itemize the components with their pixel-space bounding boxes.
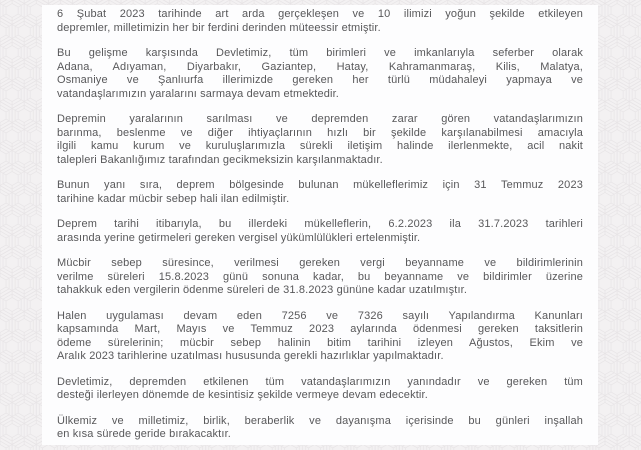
text-line: tarihine kadar mücbir sebep hali ilan edilmiştir. <box>57 192 290 205</box>
text-line: kapsamında Mart, Mayıs ve Temmuz 2023 aylarında ödenmesi gereken taksitlerin <box>57 323 583 335</box>
text-line: Deprem tarihi itibarıyla, bu illerdeki mükelleflerin, 6.2.2023 ila 31.7.2023 tarihleri <box>57 218 583 230</box>
text-line: Aralık 2023 tarihlerine uzatılması hususunda gerekli hazırlıklar yapılmaktadır. <box>57 350 444 362</box>
paragraph-2 <box>57 47 583 101</box>
text-line: Osmaniye ve Şanlıurfa illerimizde gereken her türlü müdahaleyi yapmaya ve <box>57 74 583 86</box>
text-line: 6 Şubat 2023 tarihinde art arda gerçekleşen ve 10 ilimizi yoğun şekilde etkileyen <box>57 8 583 20</box>
paragraph-8 <box>57 376 583 403</box>
text-line: Adana, Adıyaman, Diyarbakır, Gaziantep, Hatay, Kahramanmaraş, Kilis, Malatya, <box>57 60 583 73</box>
text-line: ödeme sürelerinin; mücbir sebep halinin bitim tarihini izleyen Ağustos, Ekim ve <box>57 336 583 349</box>
text-line: Bu gelişme karşısında Devletimiz, tüm birimleri ve imkanlarıyla seferber olarak <box>57 47 583 59</box>
text-line: tahakkuk eden vergilerin ödenme süreleri de 31.8.2023 gününe kadar uzatılmıştır. <box>57 284 468 296</box>
text-line: vatandaşlarımızın yaralarını sarmaya devam etmektedir. <box>57 87 339 100</box>
text-line: depremler, milletimizin her bir ferdini derinden müteessir etmiştir. <box>57 21 381 34</box>
paragraph-7 <box>57 310 583 364</box>
text-line: Ülkemiz ve milletimiz, birlik, beraberlik ve dayanışma içerisinde bu günleri inşallah <box>57 414 583 427</box>
text-line: ilgili kamu kurum ve kuruluşlarımızla sürekli iletişim halinde ilerlenmekte, acil nakit <box>57 140 583 152</box>
announcement-panel <box>42 5 598 445</box>
text-line: Halen uygulaması devam eden 7256 ve 7326 sayılı Yapılandırma Kanunları <box>57 309 583 322</box>
paragraph-6 <box>57 257 583 298</box>
text-line: Mücbir sebep süresince, verilmesi gereken vergi beyanname ve bildirimlerinin <box>57 257 583 269</box>
paragraph-4 <box>57 179 583 206</box>
text-line: Depremin yaralarının sarılması ve depremden zarar gören vatandaşlarımızın <box>57 113 583 125</box>
text-line: Devletimiz, depremden etkilenen tüm vatandaşlarımızın yanındadır ve gereken tüm <box>57 375 583 388</box>
announcement-text <box>57 8 583 442</box>
text-line: desteği ilerleyen dönemde de kesintisiz şekilde vermeye devam edecektir. <box>57 389 428 401</box>
text-line: en kısa sürede geride bırakacaktır. <box>57 428 232 440</box>
paragraph-5 <box>57 218 583 245</box>
text-line: Bunun yanı sıra, deprem bölgesinde bulunan mükelleflerimiz için 31 Temmuz 2023 <box>57 179 583 191</box>
paragraph-1 <box>57 8 583 35</box>
text-line: talepleri Bakanlığımız tarafından gecikmeksizin karşılanmaktadır. <box>57 153 383 166</box>
paragraph-9 <box>57 415 583 442</box>
text-line: barınma, beslenme ve diğer ihtiyaçlarının hızlı bir şekilde karşılanabilmesi amacıyla <box>57 126 583 139</box>
text-line: verilme süreleri 15.8.2023 günü sonuna kadar, bu beyanname ve bildirimler üzerine <box>57 270 583 283</box>
text-line: arasında yerine getirmeleri gereken vergisel yükümlülükleri ertelenmiştir. <box>57 231 421 244</box>
paragraph-3 <box>57 113 583 167</box>
